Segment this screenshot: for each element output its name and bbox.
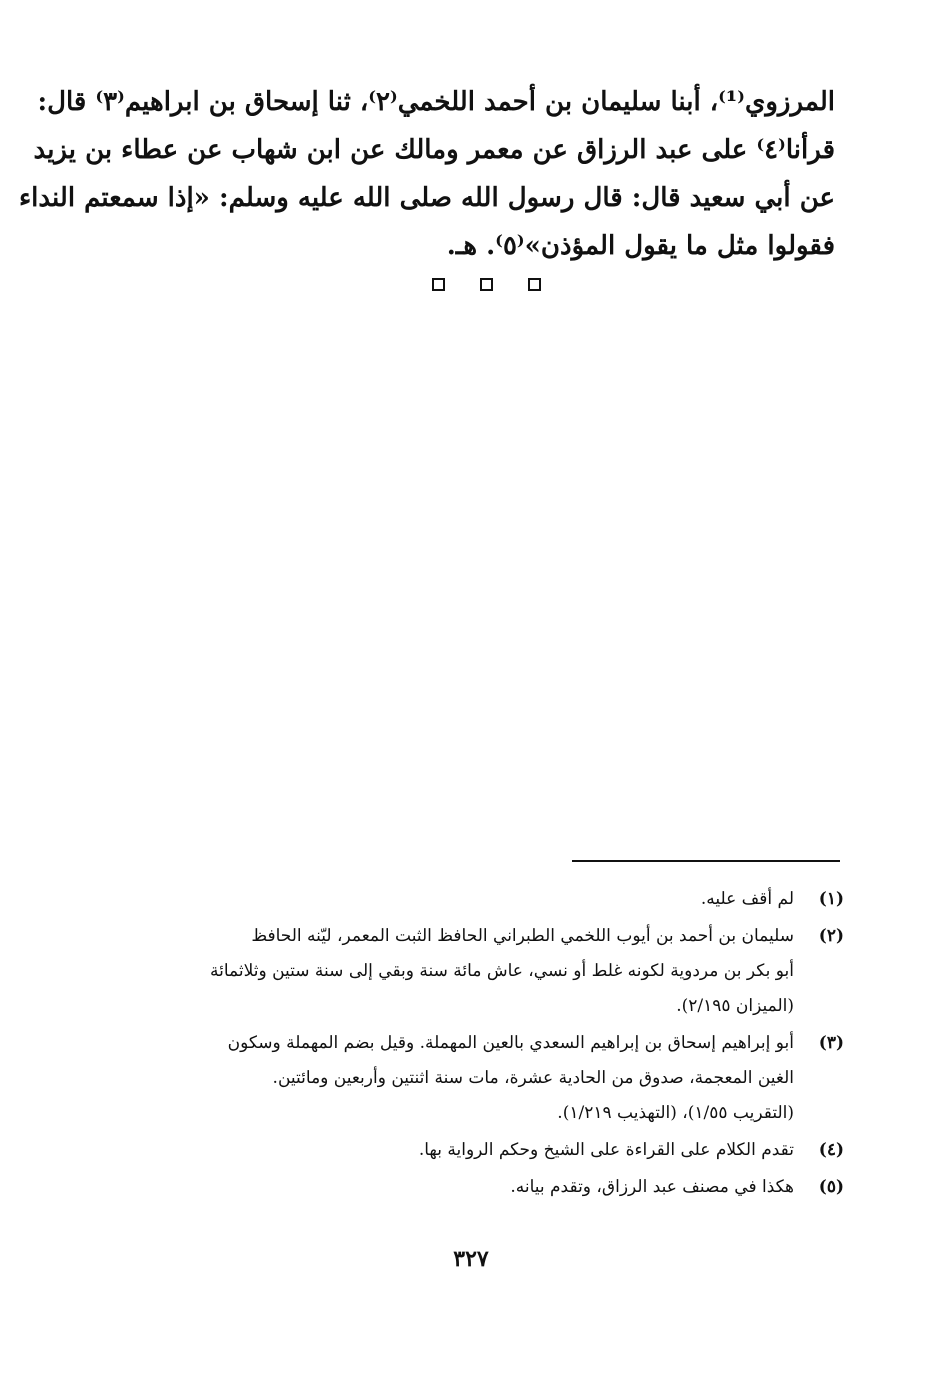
footnote-1 (138, 882, 844, 917)
main-paragraph (18, 78, 835, 270)
footnote-line: الغين المعجمة، صدوق من الحادية عشرة، مات سنة اثنتين وأربعين ومائتين. (272, 1068, 794, 1088)
footnote-number: (٥) (818, 1177, 844, 1197)
footnote-line: تقدم الكلام على القراءة على الشيخ وحكم الرواية بها. (418, 1140, 794, 1160)
footnote-line: (التقريب ١/٥٥)، (التهذيب ١/٢١٩). (557, 1103, 794, 1123)
footnote-5 (138, 1170, 844, 1205)
footnote-line: سليمان بن أحمد بن أيوب اللخمي الطبراني الحافظ الثبت المعمر، ليّنه الحافظ (251, 926, 794, 946)
footnote-text (138, 1133, 794, 1168)
footnotes (138, 882, 844, 1207)
footnote-divider (572, 860, 840, 862)
footnote-4 (138, 1133, 844, 1168)
footnote-text (138, 1026, 794, 1131)
footnote-number: (١) (818, 889, 844, 909)
footnote-text (138, 1170, 794, 1205)
main-line: فقولوا مثل ما يقول المؤذن»⁽٥⁾. هـ. (446, 231, 835, 261)
footnote-number: (٢) (818, 926, 844, 946)
footnote-text (138, 882, 794, 917)
footnote-2 (138, 919, 844, 1024)
footnote-number: (٤) (818, 1140, 844, 1160)
footnote-line: أبو إبراهيم إسحاق بن إبراهيم السعدي بالعين المهملة. وقيل بضم المهملة وسكون (227, 1033, 794, 1053)
footnote-line: هكذا في مصنف عبد الرزاق، وتقدم بيانه. (510, 1177, 794, 1197)
footnote-line: أبو بكر بن مردوية لكونه غلط أو نسي، عاش مائة سنة وبقي إلى سنة ستين وثلاثمائة (210, 961, 794, 981)
footnote-3 (138, 1026, 844, 1131)
footnote-line: (الميزان ٢/١٩٥). (676, 996, 794, 1016)
square-mark-icon (528, 278, 541, 291)
main-line: المرزوي⁽¹⁾، أبنا سليمان بن أحمد اللخمي⁽٢⁾، ثنا إسحاق بن ابراهيم⁽٣⁾ قال: (37, 87, 835, 117)
footnote-line: لم أقف عليه. (700, 889, 794, 909)
main-line: عن أبي سعيد قال: قال رسول الله صلى الله عليه وسلم: «إذا سمعتم النداء (18, 183, 835, 213)
square-mark-icon (480, 278, 493, 291)
footnote-text (138, 919, 794, 1024)
section-break (0, 278, 942, 298)
footnote-number: (٣) (818, 1033, 844, 1053)
page-number: ٣٢٧ (453, 1246, 489, 1272)
main-line: قرأنا⁽٤⁾ على عبد الرزاق عن معمر ومالك عن ابن شهاب عن عطاء بن يزيد (33, 135, 835, 165)
square-mark-icon (432, 278, 445, 291)
